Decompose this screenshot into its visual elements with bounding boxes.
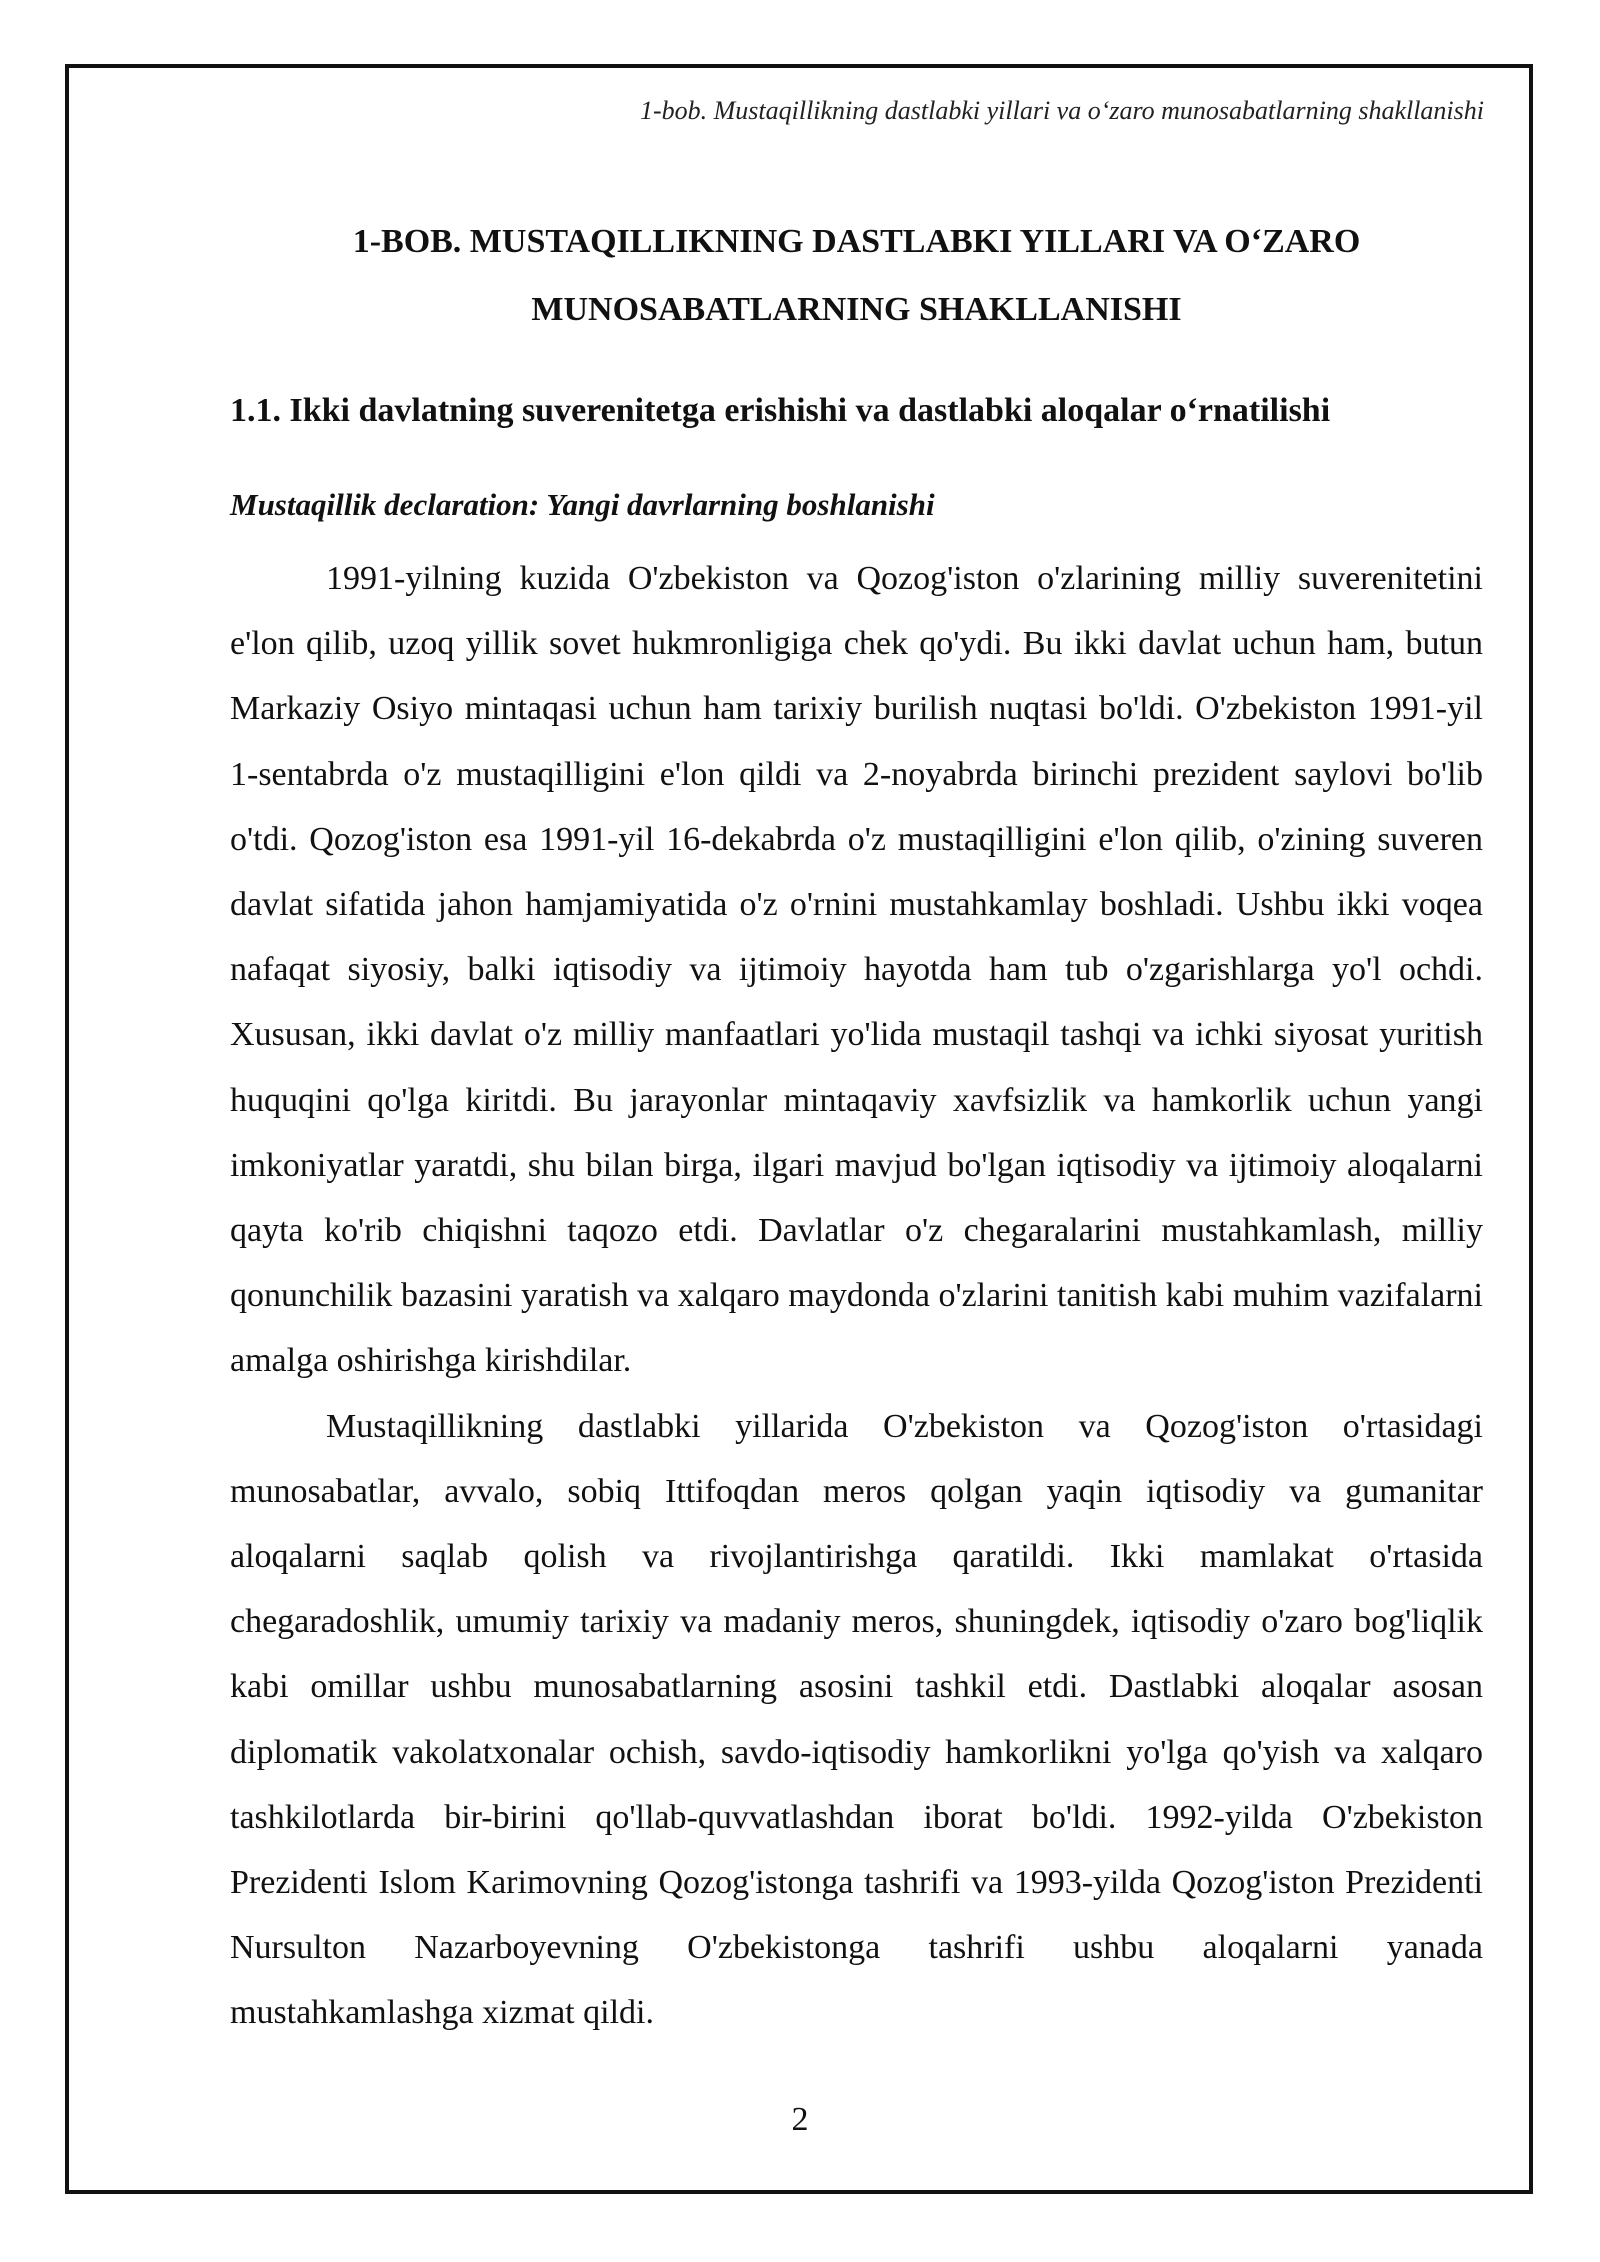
- subsection-title: Mustaqillik declaration: Yangi davrlarning boshlanishi: [230, 487, 935, 522]
- running-header: 1-bob. Mustaqillikning dastlabki yillari va o‘zaro munosabatlarning shakllanishi: [639, 96, 1484, 125]
- paragraph: 1991-yilning kuzida O'zbekiston va Qozog'iston o'zlarining milliy suverenitetini e'lon qilib, uzoq yillik sovet hukmronligiga chek qo'ydi. Bu ikki davlat uchun ham, butun Markaziy Osiyo mintaqasi uchun ham tarixiy burilish nuqtasi bo'ldi. O'zbekiston 1991-yil 1-sentabrda o'z mustaqilligini e'lon qildi va 2-noyabrda birinchi prezident saylovi bo'lib o'tdi. Qozog'iston esa 1991-yil 16-dekabrda o'z mustaqilligini e'lon qilib, o'zining suveren davlat sifatida jahon hamjamiyatida o'z o'rnini mustahkamlay boshladi. Ushbu ikki voqea nafaqat siyosiy, balki iqtisodiy va ijtimoiy hayotda ham tub o'zgarishlarga yo'l ochdi. Xususan, ikki davlat o'z milliy manfaatlari yo'lida mustaqil tashqi va ichki siyosat yuritish huquqini qo'lga kiritdi. Bu jarayonlar mintaqaviy xavfsizlik va hamkorlik uchun yangi imkoniyatlar yaratdi, shu bilan birga, ilgari mavjud bo'lgan iqtisodiy va ijtimoiy aloqalarni qayta ko'rib chiqishni taqozo etdi. Davlatlar o'z chegaralarini mustahkamlash, milliy qonunchilik bazasini yaratish va xalqaro maydonda o'zlarini tanitish kabi muhim vazifalarni amalga oshirishga kirishdilar.: [230, 560, 1483, 1380]
- section-title: 1.1. Ikki davlatning suverenitetga erishishi va dastlabki aloqalar o‘rnatilishi: [230, 392, 1331, 429]
- page-number: 2: [791, 2101, 809, 2138]
- chapter-title-line-2: MUNOSABATLARNING SHAKLLANISHI: [531, 291, 1182, 328]
- body-text: [230, 546, 1483, 2046]
- paragraph: Mustaqillikning dastlabki yillarida O'zbekiston va Qozog'iston o'rtasidagi munosabatlar, avvalo, sobiq Ittifoqdan meros qolgan yaqin iqtisodiy va gumanitar aloqalarni saqlab qolish va rivojlantirishga qaratildi. Ikki mamlakat o'rtasida chegaradoshlik, umumiy tarixiy va madaniy meros, shuningdek, iqtisodiy o'zaro bog'liqlik kabi omillar ushbu munosabatlarning asosini tashkil etdi. Dastlabki aloqalar asosan diplomatik vakolatxonalar ochish, savdo-iqtisodiy hamkorlikni yo'lga qo'yish va xalqaro tashkilotlarda bir-birini qo'llab-quvvatlashdan iborat bo'ldi. 1992-yilda O'zbekiston Prezidenti Islom Karimovning Qozog'istonga tashrifi va 1993-yilda Qozog'iston Prezidenti Nursulton Nazarboyevning O'zbekistonga tashrifi ushbu aloqalarni yanada mustahkamlashga xizmat qildi.: [230, 1407, 1483, 2032]
- chapter-title: [230, 208, 1483, 344]
- chapter-title-line-1: 1-BOB. MUSTAQILLIKNING DASTLABKI YILLARI VA O‘ZARO: [352, 223, 1361, 260]
